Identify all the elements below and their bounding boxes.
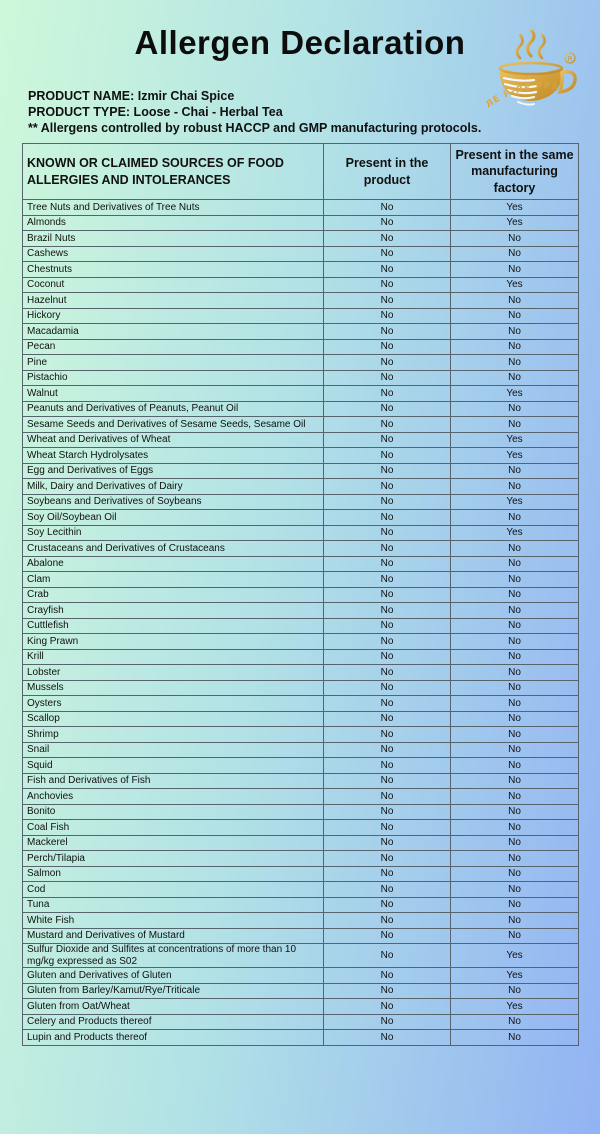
table-row: [23, 525, 579, 541]
table-row: [23, 882, 579, 898]
table-row: [23, 696, 579, 712]
table-header-row: [23, 144, 579, 200]
present-in-product-cell: No: [324, 758, 451, 774]
present-in-product-cell: No: [324, 463, 451, 479]
allergen-name-cell: Almonds: [23, 215, 324, 231]
allergen-name-cell: Wheat Starch Hydrolysates: [23, 448, 324, 464]
present-in-product-cell: No: [324, 324, 451, 340]
allergen-name-cell: Oysters: [23, 696, 324, 712]
table-row: [23, 944, 579, 968]
present-in-product-cell: No: [324, 928, 451, 944]
present-in-factory-cell: No: [451, 835, 579, 851]
present-in-factory-cell: No: [451, 479, 579, 495]
table-row: [23, 231, 579, 247]
tea-cup-logo-icon: [478, 30, 588, 130]
present-in-product-cell: No: [324, 510, 451, 526]
present-in-product-cell: No: [324, 789, 451, 805]
table-row: [23, 649, 579, 665]
product-info: [28, 88, 482, 136]
present-in-factory-cell: No: [451, 727, 579, 743]
allergen-name-cell: Sesame Seeds and Derivatives of Sesame Seeds, Sesame Oil: [23, 417, 324, 433]
present-in-product-cell: No: [324, 820, 451, 836]
present-in-product-cell: No: [324, 913, 451, 929]
present-in-factory-cell: Yes: [451, 494, 579, 510]
allergen-name-cell: Walnut: [23, 386, 324, 402]
table-row: [23, 603, 579, 619]
present-in-factory-cell: No: [451, 897, 579, 913]
present-in-product-cell: No: [324, 448, 451, 464]
table-row: [23, 618, 579, 634]
present-in-factory-cell: No: [451, 983, 579, 999]
present-in-factory-cell: Yes: [451, 432, 579, 448]
allergen-name-cell: Tree Nuts and Derivatives of Tree Nuts: [23, 200, 324, 216]
present-in-factory-cell: No: [451, 308, 579, 324]
present-in-factory-cell: No: [451, 262, 579, 278]
present-in-factory-cell: No: [451, 463, 579, 479]
present-in-factory-cell: No: [451, 804, 579, 820]
present-in-factory-cell: No: [451, 246, 579, 262]
table-row: [23, 277, 579, 293]
table-row: [23, 968, 579, 984]
present-in-product-cell: No: [324, 999, 451, 1015]
present-in-factory-cell: No: [451, 510, 579, 526]
allergen-name-cell: Crustaceans and Derivatives of Crustaceans: [23, 541, 324, 557]
table-row: [23, 742, 579, 758]
present-in-product-cell: No: [324, 696, 451, 712]
table-row: [23, 417, 579, 433]
allergen-name-cell: Soy Lecithin: [23, 525, 324, 541]
present-in-product-cell: No: [324, 835, 451, 851]
table-row: [23, 866, 579, 882]
present-in-factory-cell: No: [451, 417, 579, 433]
table-row: [23, 773, 579, 789]
table-row: [23, 494, 579, 510]
table-row: [23, 432, 579, 448]
table-row: [23, 370, 579, 386]
present-in-product-cell: No: [324, 339, 451, 355]
present-in-factory-cell: No: [451, 742, 579, 758]
allergen-name-cell: Peanuts and Derivatives of Peanuts, Peanut Oil: [23, 401, 324, 417]
table-row: [23, 804, 579, 820]
present-in-product-cell: No: [324, 541, 451, 557]
present-in-factory-cell: No: [451, 851, 579, 867]
table-row: [23, 386, 579, 402]
allergen-name-cell: Hazelnut: [23, 293, 324, 309]
header-allergen-sources: KNOWN OR CLAIMED SOURCES OF FOOD ALLERGIES AND INTOLERANCES: [23, 144, 324, 200]
allergen-name-cell: Abalone: [23, 556, 324, 572]
present-in-product-cell: No: [324, 634, 451, 650]
allergen-name-cell: Perch/Tilapia: [23, 851, 324, 867]
allergen-name-cell: Gluten from Barley/Kamut/Rye/Triticale: [23, 983, 324, 999]
table-row: [23, 200, 579, 216]
present-in-product-cell: No: [324, 572, 451, 588]
present-in-product-cell: No: [324, 355, 451, 371]
present-in-product-cell: No: [324, 401, 451, 417]
present-in-product-cell: No: [324, 432, 451, 448]
present-in-product-cell: No: [324, 556, 451, 572]
present-in-product-cell: No: [324, 665, 451, 681]
allergen-name-cell: Cod: [23, 882, 324, 898]
present-in-product-cell: No: [324, 968, 451, 984]
allergen-name-cell: Hickory: [23, 308, 324, 324]
table-row: [23, 680, 579, 696]
table-row: [23, 851, 579, 867]
allergen-name-cell: Coal Fish: [23, 820, 324, 836]
table-row: [23, 324, 579, 340]
present-in-factory-cell: No: [451, 866, 579, 882]
allergen-name-cell: Pistachio: [23, 370, 324, 386]
allergen-table: [22, 143, 579, 1046]
table-row: [23, 479, 579, 495]
present-in-product-cell: No: [324, 603, 451, 619]
present-in-factory-cell: No: [451, 1030, 579, 1046]
present-in-factory-cell: No: [451, 587, 579, 603]
present-in-product-cell: No: [324, 773, 451, 789]
present-in-factory-cell: No: [451, 665, 579, 681]
product-type-line: PRODUCT TYPE: Loose - Chai - Herbal Tea: [28, 105, 283, 119]
table-row: [23, 401, 579, 417]
table-row: [23, 928, 579, 944]
present-in-product-cell: No: [324, 417, 451, 433]
present-in-factory-cell: Yes: [451, 386, 579, 402]
present-in-product-cell: No: [324, 680, 451, 696]
allergen-name-cell: Cashews: [23, 246, 324, 262]
present-in-factory-cell: No: [451, 401, 579, 417]
allergen-name-cell: Crayfish: [23, 603, 324, 619]
allergen-name-cell: Macadamia: [23, 324, 324, 340]
product-name-line: PRODUCT NAME: Izmir Chai Spice: [28, 89, 235, 103]
header-present-in-factory: Present in the same manufacturing factory: [451, 144, 579, 200]
allergen-table-body: [23, 200, 579, 1046]
present-in-factory-cell: No: [451, 556, 579, 572]
present-in-factory-cell: Yes: [451, 944, 579, 968]
present-in-factory-cell: No: [451, 711, 579, 727]
allergen-name-cell: Krill: [23, 649, 324, 665]
present-in-factory-cell: No: [451, 293, 579, 309]
present-in-product-cell: No: [324, 308, 451, 324]
present-in-factory-cell: Yes: [451, 525, 579, 541]
table-row: [23, 587, 579, 603]
present-in-factory-cell: No: [451, 758, 579, 774]
allergen-name-cell: Pecan: [23, 339, 324, 355]
present-in-product-cell: No: [324, 386, 451, 402]
present-in-product-cell: No: [324, 246, 451, 262]
allergen-name-cell: Tuna: [23, 897, 324, 913]
table-row: [23, 1014, 579, 1030]
table-row: [23, 634, 579, 650]
table-row: [23, 339, 579, 355]
allergen-name-cell: King Prawn: [23, 634, 324, 650]
present-in-factory-cell: Yes: [451, 215, 579, 231]
present-in-product-cell: No: [324, 897, 451, 913]
present-in-product-cell: No: [324, 215, 451, 231]
steam-icon: [517, 35, 523, 58]
present-in-product-cell: No: [324, 370, 451, 386]
present-in-factory-cell: No: [451, 696, 579, 712]
allergen-name-cell: Mackerel: [23, 835, 324, 851]
table-row: [23, 665, 579, 681]
present-in-factory-cell: No: [451, 231, 579, 247]
present-in-factory-cell: No: [451, 1014, 579, 1030]
present-in-product-cell: No: [324, 742, 451, 758]
table-row: [23, 983, 579, 999]
table-row: [23, 727, 579, 743]
present-in-factory-cell: No: [451, 634, 579, 650]
allergen-name-cell: Soybeans and Derivatives of Soybeans: [23, 494, 324, 510]
allergen-name-cell: Celery and Products thereof: [23, 1014, 324, 1030]
table-row: [23, 308, 579, 324]
page-title: Allergen Declaration: [134, 24, 466, 61]
table-row: [23, 897, 579, 913]
table-row: [23, 572, 579, 588]
present-in-factory-cell: No: [451, 820, 579, 836]
table-row: [23, 541, 579, 557]
allergen-name-cell: Gluten and Derivatives of Gluten: [23, 968, 324, 984]
present-in-product-cell: No: [324, 1030, 451, 1046]
allergen-name-cell: Snail: [23, 742, 324, 758]
present-in-product-cell: No: [324, 851, 451, 867]
allergen-name-cell: Scallop: [23, 711, 324, 727]
present-in-factory-cell: No: [451, 618, 579, 634]
allergen-name-cell: Squid: [23, 758, 324, 774]
allergen-name-cell: Milk, Dairy and Derivatives of Dairy: [23, 479, 324, 495]
allergen-name-cell: Cuttlefish: [23, 618, 324, 634]
present-in-product-cell: No: [324, 494, 451, 510]
present-in-product-cell: No: [324, 618, 451, 634]
allergen-name-cell: Fish and Derivatives of Fish: [23, 773, 324, 789]
registered-mark-icon: [565, 53, 575, 63]
present-in-factory-cell: No: [451, 882, 579, 898]
allergen-name-cell: Anchovies: [23, 789, 324, 805]
allergen-name-cell: Lobster: [23, 665, 324, 681]
present-in-product-cell: No: [324, 649, 451, 665]
table-row: [23, 556, 579, 572]
allergen-name-cell: Salmon: [23, 866, 324, 882]
present-in-factory-cell: No: [451, 913, 579, 929]
allergen-name-cell: White Fish: [23, 913, 324, 929]
present-in-factory-cell: No: [451, 928, 579, 944]
present-in-factory-cell: No: [451, 324, 579, 340]
table-row: [23, 711, 579, 727]
present-in-factory-cell: Yes: [451, 968, 579, 984]
table-row: [23, 448, 579, 464]
present-in-product-cell: No: [324, 1014, 451, 1030]
present-in-factory-cell: No: [451, 649, 579, 665]
table-row: [23, 913, 579, 929]
table-row: [23, 758, 579, 774]
table-row: [23, 355, 579, 371]
present-in-product-cell: No: [324, 587, 451, 603]
present-in-factory-cell: No: [451, 603, 579, 619]
present-in-product-cell: No: [324, 525, 451, 541]
table-row: [23, 293, 579, 309]
allergen-name-cell: Crab: [23, 587, 324, 603]
table-row: [23, 510, 579, 526]
table-row: [23, 463, 579, 479]
present-in-product-cell: No: [324, 711, 451, 727]
present-in-product-cell: No: [324, 231, 451, 247]
present-in-product-cell: No: [324, 200, 451, 216]
present-in-product-cell: No: [324, 479, 451, 495]
present-in-product-cell: No: [324, 944, 451, 968]
present-in-product-cell: No: [324, 293, 451, 309]
present-in-factory-cell: Yes: [451, 448, 579, 464]
present-in-factory-cell: No: [451, 355, 579, 371]
table-row: [23, 246, 579, 262]
allergen-name-cell: Gluten from Oat/Wheat: [23, 999, 324, 1015]
allergen-name-cell: Lupin and Products thereof: [23, 1030, 324, 1046]
allergen-name-cell: Bonito: [23, 804, 324, 820]
table-row: [23, 835, 579, 851]
present-in-factory-cell: Yes: [451, 200, 579, 216]
present-in-product-cell: No: [324, 983, 451, 999]
present-in-factory-cell: No: [451, 541, 579, 557]
allergen-name-cell: Chestnuts: [23, 262, 324, 278]
present-in-factory-cell: Yes: [451, 277, 579, 293]
table-row: [23, 789, 579, 805]
allergen-name-cell: Mussels: [23, 680, 324, 696]
present-in-factory-cell: No: [451, 789, 579, 805]
allergen-name-cell: Mustard and Derivatives of Mustard: [23, 928, 324, 944]
present-in-product-cell: No: [324, 882, 451, 898]
svg-text:R: R: [567, 55, 573, 63]
present-in-factory-cell: No: [451, 339, 579, 355]
present-in-product-cell: No: [324, 277, 451, 293]
table-row: [23, 999, 579, 1015]
table-row: [23, 820, 579, 836]
present-in-factory-cell: No: [451, 773, 579, 789]
allergen-name-cell: Clam: [23, 572, 324, 588]
table-row: [23, 262, 579, 278]
allergen-name-cell: Brazil Nuts: [23, 231, 324, 247]
present-in-product-cell: No: [324, 727, 451, 743]
allergen-name-cell: Coconut: [23, 277, 324, 293]
present-in-factory-cell: No: [451, 572, 579, 588]
present-in-factory-cell: No: [451, 680, 579, 696]
allergen-name-cell: Pine: [23, 355, 324, 371]
allergen-name-cell: Sulfur Dioxide and Sulfites at concentrations of more than 10 mg/kg expressed as S02: [23, 944, 324, 968]
allergen-name-cell: Soy Oil/Soybean Oil: [23, 510, 324, 526]
table-row: [23, 215, 579, 231]
allergen-control-note: ** Allergens controlled by robust HACCP and GMP manufacturing protocols.: [28, 121, 482, 135]
present-in-product-cell: No: [324, 866, 451, 882]
present-in-product-cell: No: [324, 262, 451, 278]
present-in-factory-cell: No: [451, 370, 579, 386]
allergen-name-cell: Shrimp: [23, 727, 324, 743]
table-row: [23, 1030, 579, 1046]
present-in-product-cell: No: [324, 804, 451, 820]
logo-arc-text: ЛЕ Р-ЛЕ РРА: [484, 82, 560, 111]
allergen-name-cell: Wheat and Derivatives of Wheat: [23, 432, 324, 448]
header-present-in-product: Present in the product: [324, 144, 451, 200]
allergen-name-cell: Egg and Derivatives of Eggs: [23, 463, 324, 479]
present-in-factory-cell: Yes: [451, 999, 579, 1015]
